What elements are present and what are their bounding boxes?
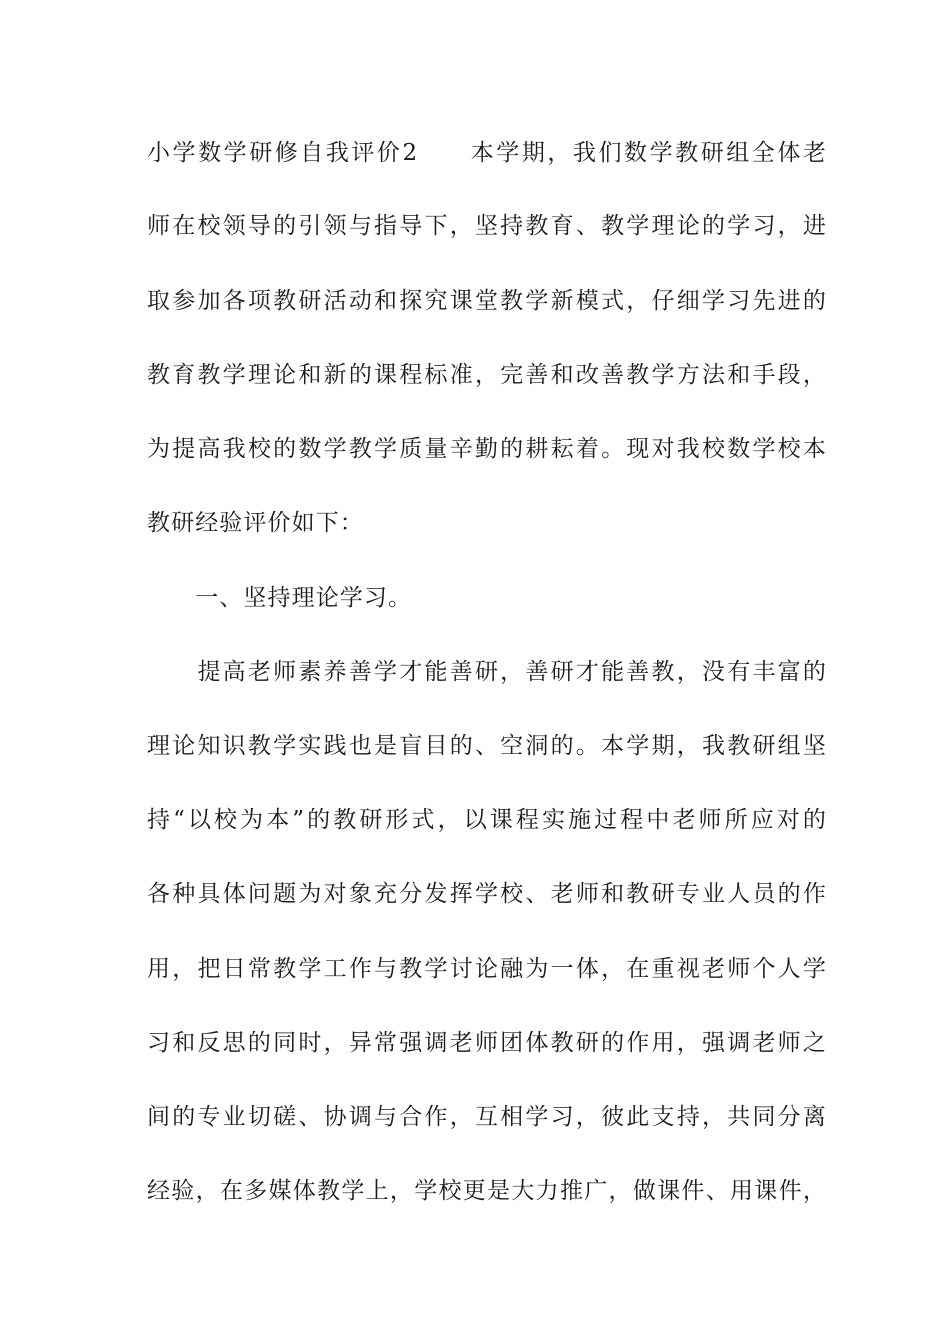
text-line: 教研经验评价如下： bbox=[147, 510, 364, 536]
text-line: 习和反思的同时，异常强调老师团体教研的作用，强调老师之 bbox=[147, 1030, 827, 1056]
text-line: 经验，在多媒体教学上，学校更是大力推广，做课件、用课件， bbox=[147, 1178, 827, 1204]
section-heading: 一、坚持理论学习。 bbox=[147, 585, 413, 611]
text-line: 理论知识教学实践也是盲目的、空洞的。本学期，我教研组坚 bbox=[147, 733, 827, 759]
text-line: 持“以校为本”的教研形式，以课程实施过程中老师所应对的 bbox=[147, 807, 827, 833]
text-line: 取参加各项教研活动和探究课堂教学新模式，仔细学习先进的 bbox=[147, 288, 827, 314]
text-line: 间的专业切磋、协调与合作，互相学习，彼此支持，共同分离 bbox=[147, 1104, 827, 1130]
text-line: 为提高我校的数学教学质量辛勤的耕耘着。现对我校数学校本 bbox=[147, 436, 827, 462]
text-line: 提高老师素养善学才能善研，善研才能善教，没有丰富的 bbox=[147, 659, 827, 685]
text-line: 用，把日常教学工作与教学讨论融为一体，在重视老师个人学 bbox=[147, 956, 827, 982]
text-line: 各种具体问题为对象充分发挥学校、老师和教研专业人员的作 bbox=[147, 881, 827, 907]
text-line: 教育教学理论和新的课程标准，完善和改善教学方法和手段， bbox=[147, 362, 827, 388]
text-line: 小学数学研修自我评价2 本学期，我们数学教研组全体老 bbox=[147, 140, 827, 166]
text-line: 师在校领导的引领与指导下，坚持教育、教学理论的学习，进 bbox=[147, 213, 827, 239]
